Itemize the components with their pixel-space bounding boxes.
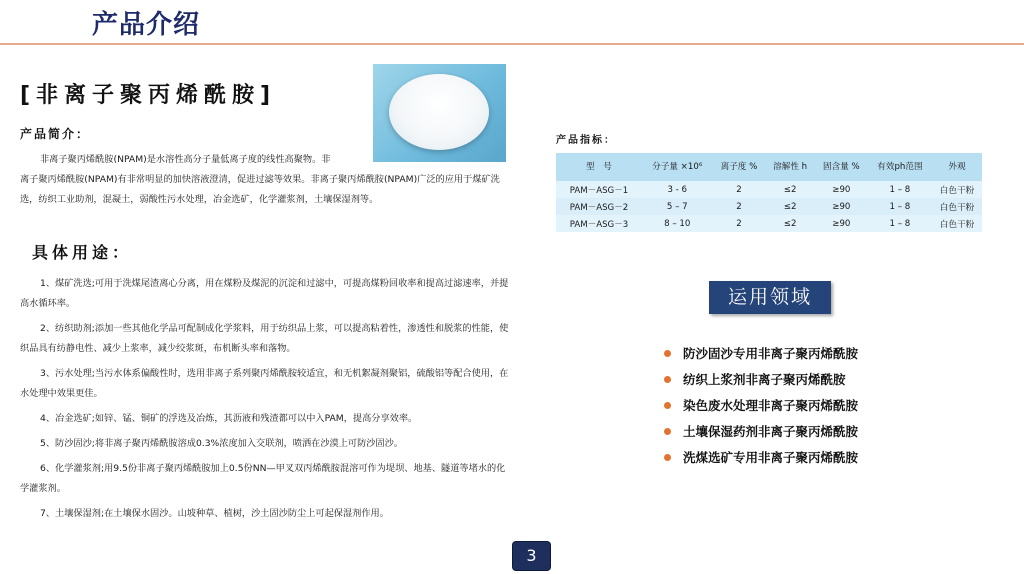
spec-cell: PAM－ASG－2 [569, 202, 629, 213]
spec-cell: 白色干粉 [939, 202, 975, 213]
list-item [664, 340, 858, 366]
bullet-icon [664, 402, 671, 409]
spec-cell: 3 - 6 [642, 181, 712, 198]
bullet-icon [664, 454, 671, 461]
spec-label: 产品指标： [556, 135, 616, 146]
page-title: 产品介绍 [92, 10, 201, 40]
use-item: 4、冶金选矿;如锌、锰、铜矿的浮选及冶炼，其沥液和残渣都可以中入PAM，提高分享效率。 [40, 413, 418, 424]
spec-cell: ≥90 [832, 201, 851, 212]
product-image [373, 64, 506, 162]
spec-cell: 白色干粉 [932, 181, 982, 198]
uses-list [20, 274, 514, 524]
domain-item-label: 洗煤选矿专用非离子聚丙烯酰胺 [683, 450, 859, 465]
spec-cell: 2 [712, 181, 765, 198]
application-domain-badge: 运用领域 [709, 281, 831, 314]
spec-header-appearance: 外观 [932, 153, 982, 181]
intro-label: 产品简介： [20, 127, 91, 141]
spec-cell: ≤2 [765, 215, 814, 232]
spec-cell: ≥90 [815, 215, 868, 232]
spec-cell: PAM－ASG－3 [556, 215, 642, 232]
application-domain-list [664, 340, 858, 470]
table-row [556, 181, 982, 198]
spec-header-molecular-weight: 分子量 ×10⁶ [642, 153, 712, 181]
spec-cell: ≥90 [815, 181, 868, 198]
intro-line-1: 非离子聚丙烯酰胺(NPAM)是水溶性高分子量低离子度的线性高聚物。非 [40, 154, 331, 165]
uses-label: 具体用途： [32, 243, 133, 262]
spec-cell: 2 [736, 201, 742, 212]
spec-header-model: 型 号 [556, 153, 642, 181]
spec-cell: 1 – 8 [868, 181, 932, 198]
domain-item-label: 防沙固沙专用非离子聚丙烯酰胺 [683, 346, 859, 361]
spec-cell: PAM－ASG－1 [556, 181, 642, 198]
spec-header-solid-content: 固含量 % [815, 153, 868, 181]
page-number: 3 [512, 541, 551, 571]
intro-text [20, 150, 514, 210]
spec-cell: 1 – 8 [868, 215, 932, 232]
spec-header-row [556, 153, 982, 181]
use-item: 5、防沙固沙;将非离子聚丙烯酰胺溶成0.3%浓度加入交联剂，喷洒在沙漠上可防沙固沙。 [40, 438, 404, 449]
spec-header-ionicity: 离子度 % [712, 153, 765, 181]
table-row [556, 215, 982, 232]
bullet-icon [664, 376, 671, 383]
spec-header-solubility: 溶解性 h [765, 153, 814, 181]
spec-cell: 1 – 8 [889, 201, 911, 212]
bullet-icon [664, 428, 671, 435]
spec-cell: 白色干粉 [932, 215, 982, 232]
intro-line-2: 离子聚丙烯酰胺(NPAM)有非常明显的加快溶液澄清，促进过滤等效果。非离子聚丙烯酰胺(NPAM)广泛的应用于煤矿洗选，纺织工业助剂，混凝土，弱酸性污水处理，冶金选矿，化学灌浆剂，土壤保湿剂等。 [20, 174, 500, 205]
list-item [664, 392, 858, 418]
spec-table [556, 153, 982, 232]
use-item: 3、污水处理;当污水体系偏酸性时，选用非离子系列聚丙烯酰胺较适宜，和无机絮凝剂聚铝，硫酸铝等配合使用，在水处理中效果更佳。 [20, 368, 509, 399]
use-item: 1、煤矿洗选;可用于洗煤尾渣离心分离，用在煤粉及煤泥的沉淀和过滤中，可提高煤粉回收率和提高过滤速率，并提高水循环率。 [20, 278, 509, 309]
domain-item-label: 染色废水处理非离子聚丙烯酰胺 [683, 398, 859, 413]
spec-cell: 5 – 7 [666, 201, 688, 212]
spec-cell: ≤2 [765, 181, 814, 198]
use-item: 7、土壤保湿剂;在土壤保水固沙。山坡种草、植树，沙土固沙防尘上可起保湿剂作用。 [40, 508, 389, 519]
list-item [664, 366, 858, 392]
domain-item-label: 纺织上浆剂非离子聚丙烯酰胺 [683, 372, 846, 387]
white-powder-dish-icon [389, 74, 489, 150]
domain-item-label: 土壤保湿药剂非离子聚丙烯酰胺 [683, 424, 859, 439]
use-item: 6、化学灌浆剂;用9.5份非离子聚丙烯酰胺加上0.5份NN—甲叉双丙烯酰胺混溶可作为堤坝、地基、隧道等堵水的化学灌浆剂。 [20, 463, 506, 494]
spec-cell: 2 [712, 215, 765, 232]
list-item [664, 418, 858, 444]
product-heading: [非离子聚丙烯酰胺] [20, 83, 277, 108]
list-item [664, 444, 858, 470]
spec-header-ph-range: 有效ph范围 [868, 153, 932, 181]
spec-cell: ≤2 [783, 201, 797, 212]
bullet-icon [664, 350, 671, 357]
use-item: 2、纺织助剂;添加一些其他化学品可配制成化学浆料，用于纺织品上浆，可以提高粘着性，渗透性和脱浆的性能，使织品具有纺静电性、减少上浆率，减少绞浆斑，布机断头率和落物。 [20, 323, 509, 354]
table-row [556, 198, 982, 215]
spec-cell: 8 – 10 [642, 215, 712, 232]
title-divider [0, 43, 1024, 45]
